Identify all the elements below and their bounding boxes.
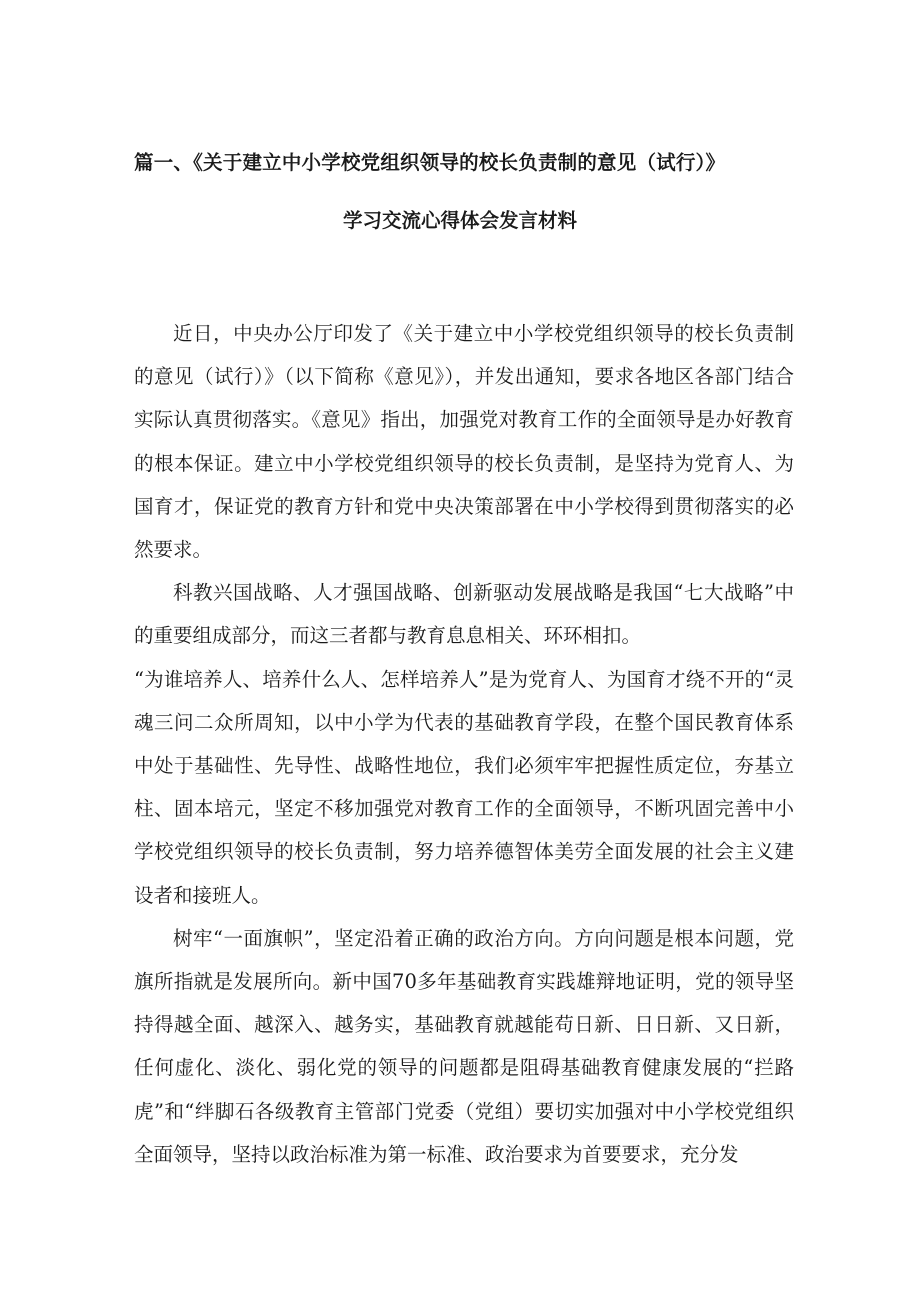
document-body	[134, 312, 794, 1176]
document-title-line1: 篇一、《关于建立中小学校党组织领导的校长负责制的意见（试行）》	[134, 151, 726, 174]
paragraph-3: “为谁培养人、培养什么人、怎样培养人”是为党育人、为国育才绕不开的“灵魂三问二众所周知，以中小学为代表的基础教育学段，在整个国民教育体系中处于基础性、先导性、战略性地位，我们必须牢牢把握性质定位，夯基立柱、固本培元，坚定不移加强党对教育工作的全面领导，不断巩固完善中小学校党组织领导的校长负责制，努力培养德智体美劳全面发展的社会主义建设者和接班人。	[134, 667, 794, 907]
paragraph-1: 近日，中央办公厅印发了《关于建立中小学校党组织领导的校长负责制的意见（试行）》（以下简称《意见》），并发出通知，要求各地区各部门结合实际认真贯彻落实。《意见》指出，加强党对教育工作的全面领导是办好教育的根本保证。建立中小学校党组织领导的校长负责制，是坚持为党育人、为国育才，保证党的教育方针和党中央决策部署在中小学校得到贯彻落实的必然要求。	[134, 322, 794, 562]
paragraph-4: 树牢“一面旗帜”，坚定沿着正确的政治方向。方向问题是根本问题，党旗所指就是发展所向。新中国70多年基础教育实践雄辩地证明，党的领导坚持得越全面、越深入、越务实，基础教育就越能苟日新、日日新、又日新，任何虚化、淡化、弱化党的领导的问题都是阻碍基础教育健康发展的“拦路虎”和“绊脚石各级教育主管部门党委（党组）要切实加强对中小学校党组织全面领导，坚持以政治标准为第一标准、政治要求为首要要求，充分发	[134, 926, 794, 1166]
paragraph-2: 科教兴国战略、人才强国战略、创新驱动发展战略是我国“七大战略”中的重要组成部分，而这三者都与教育息息相关、环环相扣。	[134, 581, 794, 648]
document-title-line2: 学习交流心得体会发言材料	[342, 209, 577, 232]
